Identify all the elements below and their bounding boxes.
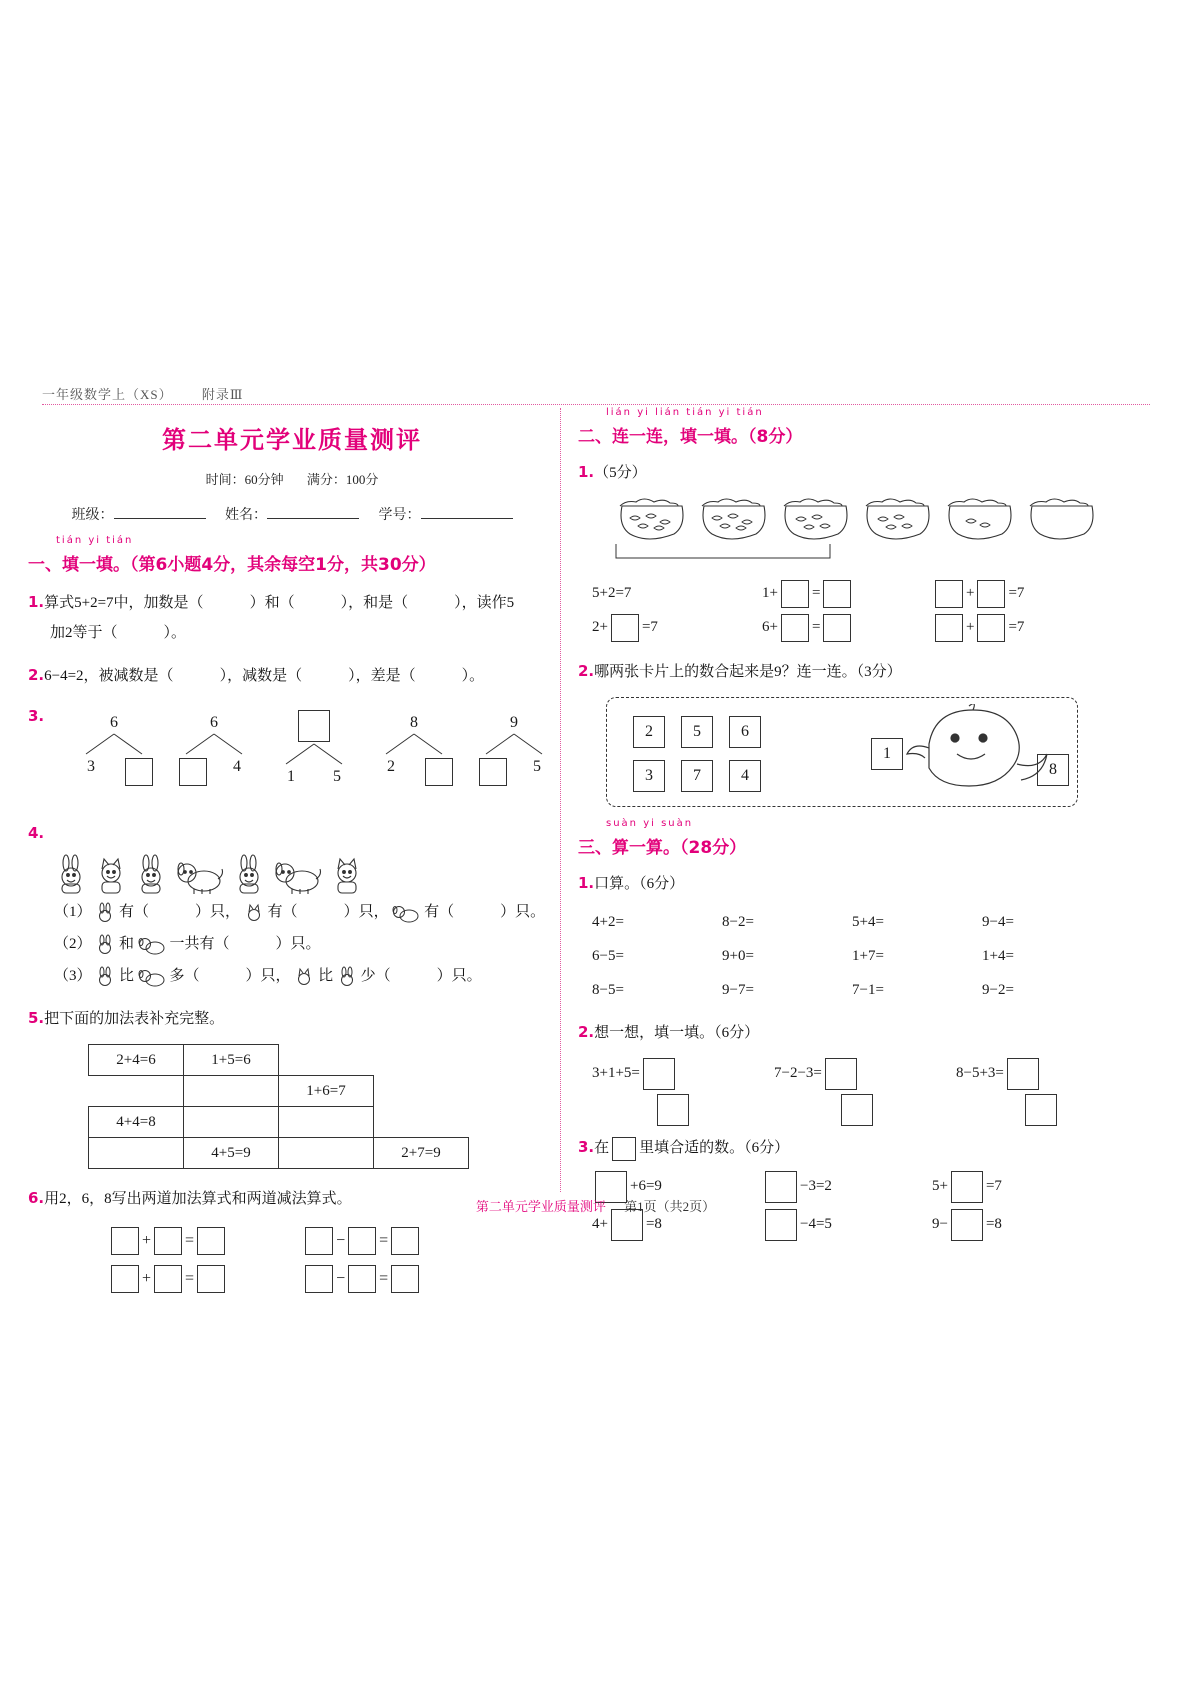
answer-box[interactable]: [935, 614, 963, 642]
s1-q1-text-c: ），和是（: [340, 595, 409, 611]
number-tree: [166, 714, 262, 786]
calc-item[interactable]: 9−7=: [722, 982, 754, 998]
calc-item[interactable]: 9+0=: [722, 948, 754, 964]
calc-row: [592, 905, 1138, 939]
section-1-pinyin: tián yi tián: [56, 535, 134, 546]
table-cell[interactable]: 1+6=7: [279, 1076, 374, 1107]
name-label: 姓名：: [225, 508, 267, 523]
tree-top-value: 9: [510, 714, 518, 731]
s3-q3-text-b: 里填合适的数。: [639, 1140, 745, 1156]
s3-q1-grid: [592, 905, 1138, 1007]
table-cell[interactable]: 2+4=6: [89, 1045, 184, 1076]
s2-q2-score: （3分）: [856, 664, 902, 680]
id-field[interactable]: [421, 518, 513, 519]
s1-q3-number-trees: [58, 714, 556, 824]
page-footer: [0, 1196, 1191, 1215]
tree-left-box[interactable]: [479, 758, 507, 786]
left-column: [28, 412, 556, 1298]
tree-left-value: 3: [87, 758, 95, 775]
s3-q3-text-a: 在: [594, 1140, 610, 1156]
number-card[interactable]: 1: [871, 738, 903, 770]
think-expression: 7−2−3=: [774, 1065, 822, 1081]
header-left-text: 一年级数学上（XS）: [42, 387, 173, 402]
s1-q6-number: 6.: [28, 1189, 45, 1207]
s2-q2-card-area: [606, 697, 1078, 807]
s1-q4-line1-pre: （1）: [54, 904, 92, 920]
calc-row: [592, 939, 1138, 973]
think-expression: 3+1+5=: [592, 1065, 640, 1081]
s1-q4-animal-row: [54, 853, 556, 895]
rabbit-icon: [134, 853, 168, 895]
rabbit-icon: [337, 966, 357, 988]
s2-q1-equations: [592, 576, 1138, 644]
s1-q4-line2-c: ）只。: [275, 936, 321, 952]
answer-box[interactable]: [657, 1094, 689, 1126]
header-right-text: 附录Ⅲ: [201, 387, 244, 402]
dog-icon: [138, 966, 166, 988]
table-cell[interactable]: [279, 1107, 374, 1138]
footer-title: 第二单元学业质量测评: [475, 1200, 606, 1215]
answer-box[interactable]: [825, 1058, 857, 1090]
fishbowl-icon: [860, 492, 936, 542]
table-cell[interactable]: [184, 1107, 279, 1138]
s3-q1: [578, 868, 1138, 899]
answer-box[interactable]: [977, 614, 1005, 642]
think-item: [956, 1054, 1138, 1092]
s1-q2-text-d: ）。: [461, 668, 485, 684]
s1-q1-text-b: ）和（: [249, 595, 295, 611]
s1-q2-number: 2.: [28, 666, 45, 684]
s1-q4-line1-a: 有（: [119, 904, 150, 920]
s3-q2: [578, 1017, 1138, 1048]
fishbowl-icon: [942, 492, 1018, 542]
section-1-heading: [28, 535, 556, 575]
equation-fill: 2+ =7: [592, 610, 762, 644]
s1-q2-text-c: ），差是（: [348, 668, 416, 684]
fill-item: 5+ =7: [932, 1167, 1102, 1205]
s1-q1-text-e: 加2等于（: [50, 625, 118, 641]
s2-q1-score: （5分）: [594, 465, 647, 481]
class-label: 班级：: [71, 508, 114, 523]
s1-q4-line3-pre: （3）: [54, 968, 92, 984]
answer-box[interactable]: [391, 1227, 419, 1255]
cat-icon: [294, 966, 314, 988]
dolphin-icon: [899, 704, 1059, 800]
table-cell[interactable]: 4+5=9: [184, 1138, 279, 1169]
think-sub-item: [598, 1092, 770, 1126]
equation-fill: 6+ =: [762, 610, 932, 644]
footer-page: 第1页（共2页）: [624, 1199, 716, 1214]
answer-box[interactable]: [348, 1227, 376, 1255]
s3-q3-score: （6分）: [744, 1140, 790, 1156]
think-expression: 8−5+3=: [956, 1065, 1004, 1081]
rabbit-icon: [95, 902, 115, 924]
s1-q1-text-f: ）。: [163, 625, 187, 641]
tree-left-value: 1: [287, 768, 295, 785]
tree-left-value: 2: [387, 758, 395, 775]
answer-box[interactable]: [781, 614, 809, 642]
think-row-sub: [592, 1092, 1138, 1126]
calc-item[interactable]: 1+4=: [982, 948, 1014, 964]
tree-right-box[interactable]: [425, 758, 453, 786]
tree-top-value: 6: [210, 714, 218, 731]
answer-box[interactable]: [643, 1058, 675, 1090]
number-card[interactable]: 6: [729, 716, 761, 748]
rabbit-icon: [54, 853, 88, 895]
s1-q4-line3-e: 少（: [360, 968, 391, 984]
page-header: [42, 384, 1150, 403]
number-tree: [366, 714, 462, 786]
s1-q2: [28, 660, 556, 691]
answer-box[interactable]: [1025, 1094, 1057, 1126]
tree-right-box[interactable]: [125, 758, 153, 786]
table-cell[interactable]: 1+5=6: [184, 1045, 279, 1076]
column-divider: [560, 408, 561, 1192]
section-1-title: 一、填一填。: [28, 555, 130, 575]
number-card[interactable]: 5: [681, 716, 713, 748]
calc-item[interactable]: 1+7=: [852, 948, 884, 964]
answer-box[interactable]: [111, 1227, 139, 1255]
calc-item[interactable]: 8−2=: [722, 914, 754, 930]
number-card[interactable]: 7: [681, 760, 713, 792]
answer-box[interactable]: [823, 614, 851, 642]
answer-box[interactable]: [977, 580, 1005, 608]
table-cell-empty: [279, 1045, 374, 1076]
table-row: [89, 1045, 469, 1076]
s3-q2-text: 想一想，填一填。: [594, 1025, 715, 1041]
table-cell[interactable]: 4+4=8: [89, 1107, 184, 1138]
cat-icon: [330, 853, 364, 895]
s1-q5-addition-table: [88, 1044, 556, 1169]
fill-item: 9− =8: [932, 1205, 1102, 1243]
rabbit-icon: [95, 934, 115, 956]
cat-icon: [94, 853, 128, 895]
answer-box[interactable]: [305, 1227, 333, 1255]
section-3-title: 三、算一算。: [578, 838, 680, 858]
s1-q2-text-b: ），减数是（: [219, 668, 303, 684]
fishbowl-icon: [614, 492, 690, 542]
tree-top-value: 6: [110, 714, 118, 731]
table-row: [89, 1076, 469, 1107]
calc-row: [592, 973, 1138, 1007]
table-cell-empty: [374, 1076, 469, 1107]
answer-box[interactable]: [391, 1265, 419, 1293]
table-row: [89, 1138, 469, 1169]
s1-q4-line1: [54, 897, 556, 927]
tree-left-box[interactable]: [179, 758, 207, 786]
number-tree: [466, 714, 562, 786]
table-cell-empty: [374, 1107, 469, 1138]
id-label: 学号：: [378, 508, 421, 523]
answer-box[interactable]: [348, 1265, 376, 1293]
table-cell[interactable]: [89, 1138, 184, 1169]
tree-right-value: 5: [333, 768, 341, 785]
section-3-score: （28分）: [680, 838, 747, 858]
section-3-pinyin: suàn yi suàn: [606, 818, 694, 829]
table-cell-empty: [374, 1045, 469, 1076]
s1-q1-text-a: 算式5+2=7中，加数是（: [44, 595, 204, 611]
s1-q5-number: 5.: [28, 1009, 45, 1027]
calc-item[interactable]: 4+2=: [592, 914, 624, 930]
s1-q6-row-2: + = − =: [108, 1260, 556, 1298]
s3-q1-score: （6分）: [639, 876, 685, 892]
number-card[interactable]: 2: [633, 716, 665, 748]
fill-item: −4=5: [762, 1205, 932, 1243]
s1-q3-number: 3.: [28, 707, 45, 725]
equation-given: 5+2=7: [592, 585, 632, 601]
calc-item[interactable]: 5+4=: [852, 914, 884, 930]
s1-q4-line3: [54, 961, 556, 991]
think-item: [774, 1054, 956, 1092]
section-2-score: （8分）: [748, 427, 803, 447]
s1-q4-line2: [54, 929, 556, 959]
s1-q4-line1-f: ）只。: [500, 904, 546, 920]
page-title: 第二单元学业质量测评: [162, 426, 422, 454]
s2-q1: [578, 457, 1138, 488]
section-3-heading: [578, 818, 1138, 858]
fishbowl-icon: [1024, 492, 1100, 542]
fill-item: +6=9: [592, 1167, 762, 1205]
s1-q4-line2-a: 和: [119, 936, 135, 952]
s1-q4-line3-a: 比: [119, 968, 135, 984]
answer-box[interactable]: [197, 1265, 225, 1293]
s3-q2-score: （6分）: [714, 1025, 760, 1041]
equation-fill: + =7: [932, 576, 1102, 610]
answer-box[interactable]: [1007, 1058, 1039, 1090]
s1-q4-line2-b: 一共有（: [169, 936, 230, 952]
s1-q5: [28, 1003, 556, 1034]
s1-q4-line1-d: ）只，: [343, 904, 389, 920]
answer-box[interactable]: [611, 614, 639, 642]
s1-q5-text: 把下面的加法表补充完整。: [44, 1011, 225, 1027]
tree-right-value: 4: [233, 758, 241, 775]
think-row: [592, 1054, 1138, 1092]
s1-q4-line2-pre: （2）: [54, 936, 92, 952]
answer-box[interactable]: [841, 1094, 873, 1126]
equation-fill: 1+ =: [762, 576, 932, 610]
class-field[interactable]: [114, 518, 206, 519]
answer-box[interactable]: [781, 580, 809, 608]
calc-item[interactable]: 8−5=: [592, 982, 624, 998]
s1-q4-number: 4.: [28, 824, 45, 842]
equation-row: [592, 610, 1138, 644]
think-sub-item: [960, 1092, 1138, 1126]
s1-q1-line2: [28, 618, 556, 648]
exam-fullscore: 满分：100分: [306, 472, 379, 487]
dog-icon: [174, 853, 226, 895]
fill-item: −3=2: [762, 1167, 932, 1205]
right-column: [578, 404, 1138, 1243]
number-card[interactable]: 3: [633, 760, 665, 792]
s2-q1-brace: [614, 542, 1138, 568]
calc-item[interactable]: 9−2=: [982, 982, 1014, 998]
s1-q6-text: 用2，6，8写出两道加法算式和两道减法算式。: [44, 1191, 352, 1207]
table-cell[interactable]: [279, 1138, 374, 1169]
exam-time: 时间：60分钟: [205, 472, 284, 487]
answer-box[interactable]: [935, 580, 963, 608]
tree-right-value: 5: [533, 758, 541, 775]
equation-fill: + =7: [932, 610, 1102, 644]
answer-box[interactable]: [154, 1265, 182, 1293]
dog-icon: [272, 853, 324, 895]
tree-top-value: 8: [410, 714, 418, 731]
s1-q2-text-a: 6−4=2，被减数是（: [44, 668, 174, 684]
rabbit-icon: [95, 966, 115, 988]
dog-icon: [392, 902, 420, 924]
s1-q4-line3-b: 多（: [169, 968, 200, 984]
dog-icon: [138, 934, 166, 956]
s1-q4-line3-d: 比: [318, 968, 334, 984]
section-1-score: （第6小题4分，其余每空1分，共30分）: [130, 555, 436, 575]
think-sub-item: [776, 1092, 954, 1126]
answer-box[interactable]: [823, 580, 851, 608]
rabbit-icon: [232, 853, 266, 895]
s1-q4-line3-c: ）只，: [245, 968, 291, 984]
section-2-heading: [578, 407, 1138, 447]
section-2-pinyin: lián yi lián tián yi tián: [606, 407, 764, 418]
calc-item[interactable]: 9−4=: [982, 914, 1014, 930]
inline-box-icon: [612, 1137, 636, 1161]
s2-q2-number: 2.: [578, 662, 595, 680]
number-card[interactable]: 4: [729, 760, 761, 792]
answer-box[interactable]: [111, 1265, 139, 1293]
name-field[interactable]: [267, 518, 359, 519]
s3-q2-number: 2.: [578, 1023, 595, 1041]
s1-q4-line3-f: ）只。: [436, 968, 482, 984]
s1-q1-text-d: ），读作5: [454, 595, 515, 611]
answer-box[interactable]: [305, 1265, 333, 1293]
s1-q4-line1-b: ）只，: [195, 904, 241, 920]
table-cell[interactable]: [184, 1076, 279, 1107]
number-card[interactable]: 8: [1037, 754, 1069, 786]
section-2-title: 二、连一连，填一填。: [578, 427, 748, 447]
s1-q4-line1-e: 有（: [424, 904, 455, 920]
equation-row: [592, 576, 1138, 610]
s2-q2-text: 哪两张卡片上的数合起来是9？连一连。: [594, 664, 857, 680]
table-cell[interactable]: 2+7=9: [374, 1138, 469, 1169]
s3-q1-text: 口算。: [594, 876, 640, 892]
answer-box[interactable]: [197, 1227, 225, 1255]
s3-q3: [578, 1132, 1138, 1163]
s1-q6-row-1: + = − =: [108, 1222, 556, 1260]
think-item: [592, 1054, 774, 1092]
tree-top-box[interactable]: [298, 710, 330, 742]
exam-meta: [28, 469, 556, 488]
fishbowl-icon: [696, 492, 772, 542]
s1-q1: [28, 587, 556, 648]
answer-box[interactable]: [154, 1227, 182, 1255]
table-row: [89, 1107, 469, 1138]
fishbowl-icon: [778, 492, 854, 542]
s1-q1-number: 1.: [28, 593, 45, 611]
number-tree: [266, 710, 362, 786]
s3-q2-grid: [592, 1054, 1138, 1126]
s2-q2: [578, 656, 1138, 687]
s2-q1-number: 1.: [578, 463, 595, 481]
table-cell-empty: [89, 1076, 184, 1107]
number-tree: [66, 714, 162, 786]
s3-q3-number: 3.: [578, 1138, 595, 1156]
calc-item[interactable]: 7−1=: [852, 982, 884, 998]
s2-q1-fishbowl-row: [614, 492, 1138, 542]
s1-q4-line1-c: 有（: [267, 904, 298, 920]
student-info-line: [28, 504, 556, 524]
fill-item: 4+ =8: [592, 1205, 762, 1243]
cat-icon: [244, 902, 264, 924]
calc-item[interactable]: 6−5=: [592, 948, 624, 964]
s3-q1-number: 1.: [578, 874, 595, 892]
